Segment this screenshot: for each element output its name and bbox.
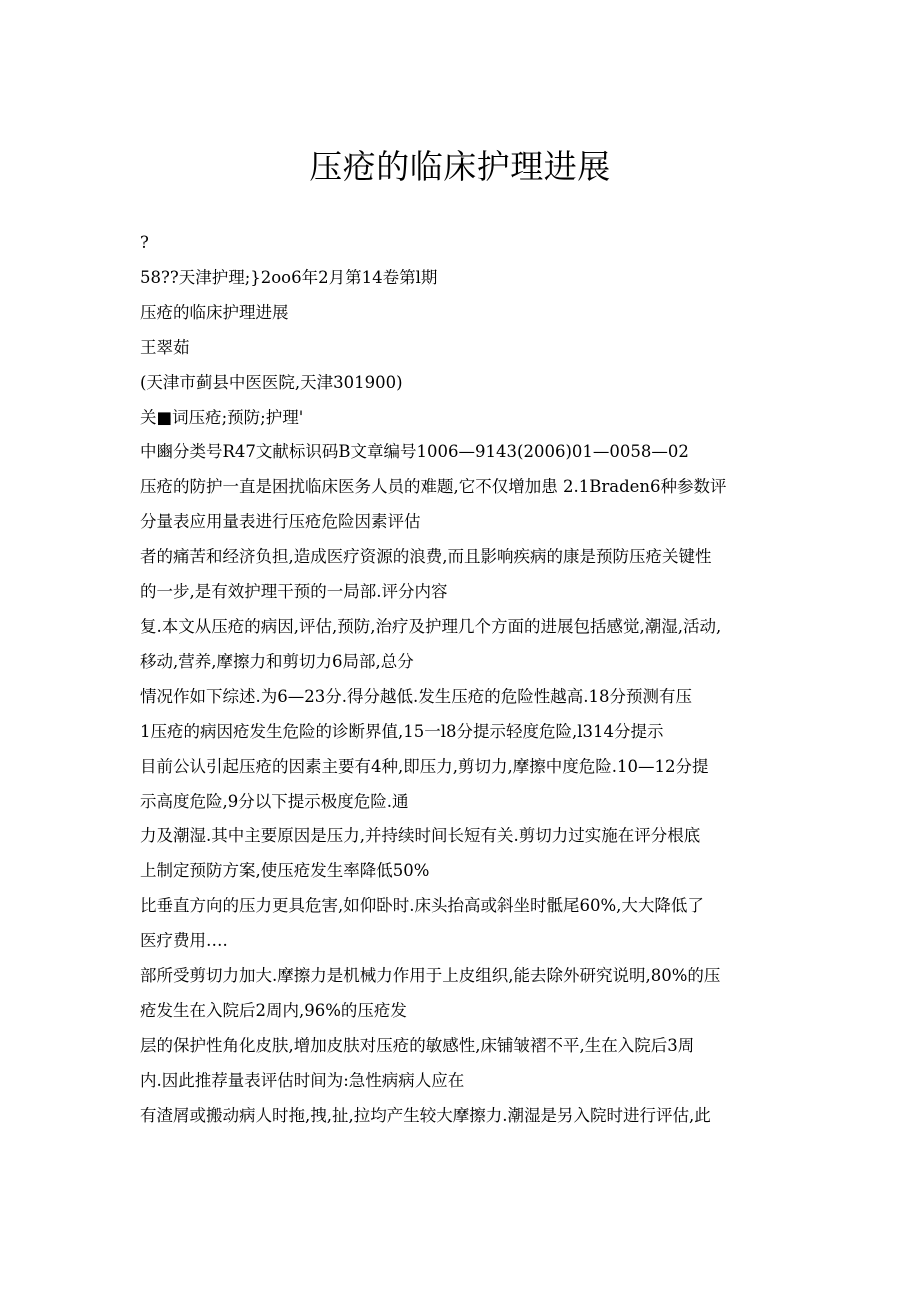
body-line: 压疮的临床护理进展	[140, 302, 289, 322]
body-line: 王翠茹	[140, 337, 190, 357]
body-line: 目前公认引起压疮的因素主要有4种,即压力,剪切力,摩擦中度危险.10—12分提	[140, 756, 709, 776]
body-line: 者的痛苦和经济负担,造成医疗资源的浪费,而且影响疾病的康是预防压疮关键性	[140, 547, 712, 567]
body-line: 移动,营养,摩擦力和剪切力6局部,总分	[140, 651, 414, 671]
body-line: 58??天津护理;}2oo6年2月第14卷第l期	[140, 267, 438, 287]
body-line: 部所受剪切力加大.摩擦力是机械力作用于上皮组织,能去除外研究说明,80%的压	[140, 966, 721, 986]
body-line: 医疗费用….	[140, 931, 228, 951]
body-line: 压疮的防护一直是困扰临床医务人员的难题,它不仅增加患 2.1Braden6种参数评	[140, 477, 727, 497]
body-line: (天津市蓟县中医医院,天津301900)	[140, 372, 403, 392]
document-body	[140, 226, 788, 1134]
body-line: 疮发生在入院后2周内,96%的压疮发	[140, 1000, 407, 1020]
body-line: 比垂直方向的压力更具危害,如仰卧时.床头抬高或斜坐时骶尾60%,大大降低了	[140, 896, 704, 916]
body-line: 中豳分类号R47文献标识码B文章编号1006—9143(2006)01—0058—02	[140, 442, 689, 462]
body-line: ?	[140, 233, 149, 252]
body-line: 示高度危险,9分以下提示极度危险.通	[140, 791, 409, 811]
document-title: 压疮的临床护理进展	[309, 147, 611, 186]
body-line: 复.本文从压疮的病因,评估,预防,治疗及护理几个方面的进展包括感觉,潮湿,活动,	[140, 616, 722, 636]
body-line: 情况作如下综述.为6—23分.得分越低.发生压疮的危险性越高.18分预测有压	[140, 686, 692, 706]
body-line: 内.因此推荐量表评估时间为:急性病病人应在	[140, 1070, 465, 1090]
body-line: 分量表应用量表进行压疮危险因素评估	[140, 512, 421, 532]
body-line: 关■词压疮;预防;护理'	[140, 407, 304, 427]
body-line: 1压疮的病因疮发生危险的诊断界值,15一l8分提示轻度危险,l314分提示	[140, 721, 664, 741]
body-line: 上制定预防方案,使压疮发生率降低50%	[140, 861, 430, 881]
body-line: 层的保护性角化皮肤,增加皮肤对压疮的敏感性,床铺皱褶不平,生在入院后3周	[140, 1035, 695, 1055]
body-line: 有渣屑或搬动病人时拖,拽,扯,拉均产生较大摩擦力.潮湿是另入院时进行评估,此	[140, 1105, 711, 1125]
body-line: 的一步,是有效护理干预的一局部.评分内容	[140, 582, 448, 602]
body-line: 力及潮湿.其中主要原因是压力,并持续时间长短有关.剪切力过实施在评分根底	[140, 826, 701, 846]
